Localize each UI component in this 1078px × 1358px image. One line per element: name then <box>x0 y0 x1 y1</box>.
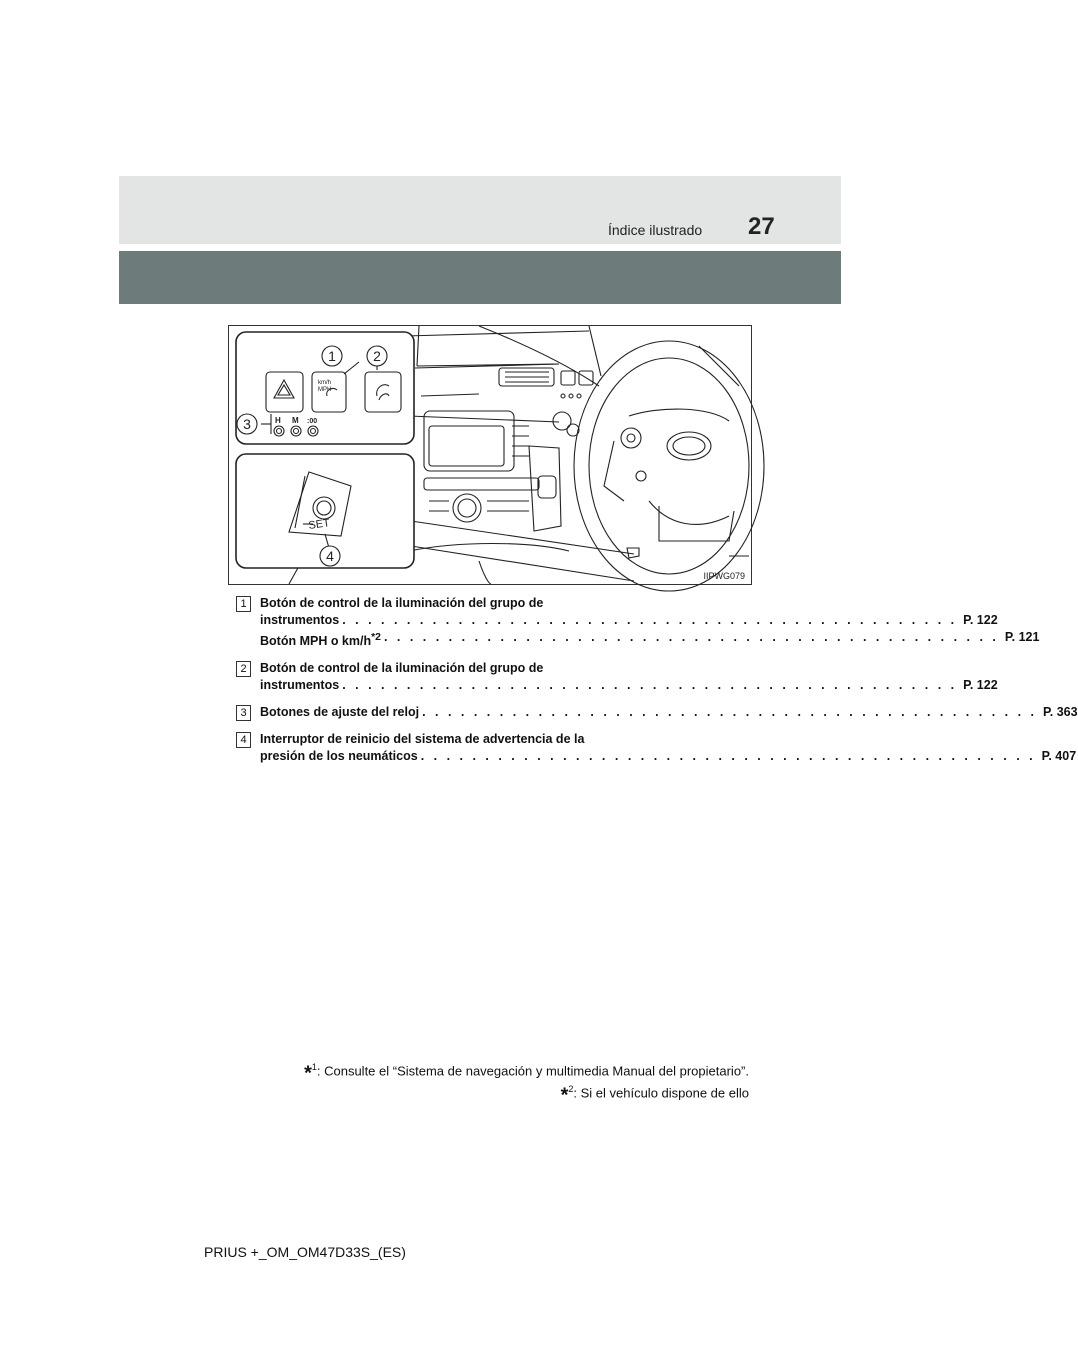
leader-dots: . . . . . . . . . . . . . . . . . . . . . . . . . . . . . . . . . . . . . . . . . . . . . . . . <box>422 705 1038 720</box>
footnote-2: *$^2$: Si el vehículo dispone de ello <box>560 1084 749 1107</box>
header-bar <box>119 176 841 244</box>
entry-line: instrumentos . . . . . . . . . . . . . . . . . . . . . . . . . . . . . . . . . . . . . . . . . . . . . . . . P. 122 <box>260 678 998 693</box>
svg-text:M: M <box>292 416 299 425</box>
svg-text:H: H <box>275 416 281 425</box>
callout-entry-1 <box>236 595 1040 650</box>
svg-text:3: 3 <box>243 416 251 432</box>
callout-entry-3 <box>236 704 1078 721</box>
section-title: Índice ilustrado <box>608 222 703 238</box>
callout-number: 3 <box>236 705 251 721</box>
entry-line: presión de los neumáticos . . . . . . . . . . . . . . . . . . . . . . . . . . . . . . . . . . . . . . . . . . . . . . . . P. 407 <box>260 749 1077 764</box>
entry-line: Interruptor de reinicio del sistema de advertencia de la <box>260 732 585 747</box>
figure-code: IIPWG079 <box>703 571 745 581</box>
entry-line: Botón de control de la iluminación del grupo de <box>260 596 544 610</box>
callout-list <box>236 595 1078 775</box>
leader-dots: . . . . . . . . . . . . . . . . . . . . . . . . . . . . . . . . . . . . . . . . . . . . . . . . <box>342 678 958 693</box>
page-number: 27 <box>748 213 775 240</box>
callout-number: 4 <box>236 732 251 748</box>
page-reference[interactable]: P. 363 <box>1043 705 1078 720</box>
svg-text:2: 2 <box>373 348 381 364</box>
svg-text::00: :00 <box>307 418 318 425</box>
section-band <box>119 251 841 304</box>
document-code: PRIUS +_OM_OM47D33S_(ES) <box>204 1244 406 1260</box>
entry-line: Botón de control de la iluminación del grupo de <box>260 661 544 676</box>
footnote-1: *$^1$: Consulte el “Sistema de navegación y multimedia Manual del propietario”. <box>304 1062 749 1085</box>
callout-number: 1 <box>236 596 251 612</box>
svg-text:SET: SET <box>307 517 331 532</box>
dashboard-drawing <box>229 326 751 584</box>
page-reference[interactable]: P. 407 <box>1041 749 1077 764</box>
svg-text:km/h: km/h <box>318 380 332 386</box>
svg-text:MPH: MPH <box>318 387 332 393</box>
entry-line: instrumentos . . . . . . . . . . . . . . . . . . . . . . . . . . . . . . . . . . . . . . . . . . . . . . . . P. 122 <box>260 613 998 627</box>
svg-text:4: 4 <box>326 548 334 564</box>
page-reference[interactable]: P. 121 <box>1004 630 1040 644</box>
entry-line: Botones de ajuste del reloj . . . . . . . . . . . . . . . . . . . . . . . . . . . . . . . . . . . . . . . . . . . . . . . . P. 363 <box>260 705 1078 720</box>
callout-entry-4 <box>236 731 1077 765</box>
callout-number: 2 <box>236 661 251 677</box>
leader-dots: . . . . . . . . . . . . . . . . . . . . . . . . . . . . . . . . . . . . . . . . . . . . . . . . <box>420 749 1036 764</box>
callout-entry-2 <box>236 660 998 694</box>
leader-dots: . . . . . . . . . . . . . . . . . . . . . . . . . . . . . . . . . . . . . . . . . . . . . . . . <box>342 613 958 627</box>
page-reference[interactable]: P. 122 <box>963 613 998 627</box>
leader-dots: . . . . . . . . . . . . . . . . . . . . . . . . . . . . . . . . . . . . . . . . . . . . . . . . <box>383 630 999 644</box>
footnote-marker: *2 <box>371 632 381 643</box>
entry-line: Botón MPH o $km/h^{*2}$ . . . . . . . . . . . . . . . . . . . . . . . . . . . . . . . . . . . . . . . . . . . . . . . . P. 121 <box>260 630 1040 649</box>
page-reference[interactable]: P. 122 <box>963 678 998 693</box>
dashboard-illustration <box>228 325 752 585</box>
svg-text:1: 1 <box>328 348 336 364</box>
